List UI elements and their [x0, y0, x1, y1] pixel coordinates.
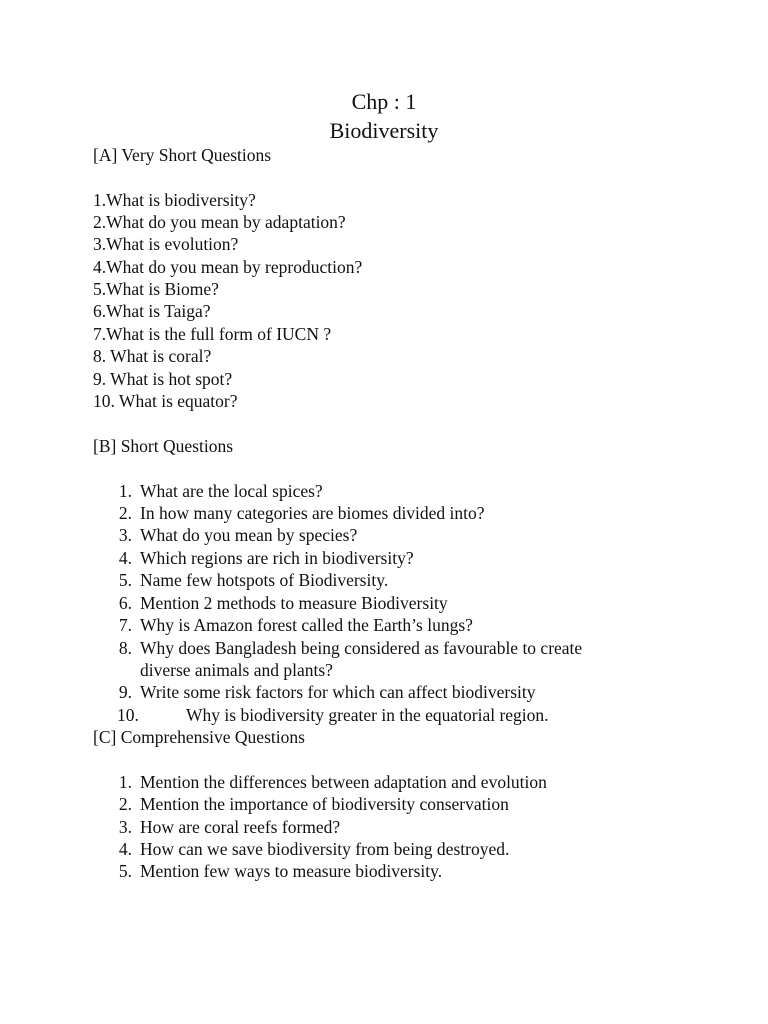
list-number: 10. — [117, 705, 139, 725]
list-number: 7. — [118, 615, 132, 635]
list-item: Mention few ways to measure biodiversity. — [140, 861, 443, 881]
list-item: 5.What is Biome? — [93, 279, 219, 299]
list-item: Why is biodiversity greater in the equatorial region. — [186, 705, 549, 725]
list-number: 5. — [118, 861, 132, 881]
list-number: 2. — [118, 503, 132, 523]
list-item: Mention 2 methods to measure Biodiversity — [140, 593, 448, 613]
list-item: Name few hotspots of Biodiversity. — [140, 570, 389, 590]
list-item: Which regions are rich in biodiversity? — [140, 548, 414, 568]
list-item: 4.What do you mean by reproduction? — [93, 257, 363, 277]
list-item: Mention the importance of biodiversity conservation — [140, 794, 509, 814]
list-number: 2. — [118, 794, 132, 814]
list-number: 3. — [118, 817, 132, 837]
list-number: 8. — [118, 638, 132, 658]
list-item: What are the local spices? — [140, 481, 323, 501]
list-item: 7.What is the full form of IUCN ? — [93, 324, 332, 344]
list-item: 3.What is evolution? — [93, 234, 239, 254]
list-number: 4. — [118, 548, 132, 568]
list-item: 2.What do you mean by adaptation? — [93, 212, 346, 232]
list-item: How are coral reefs formed? — [140, 817, 341, 837]
list-item: Mention the differences between adaptation and evolution — [140, 772, 547, 792]
section-c-heading: [C] Comprehensive Questions — [93, 727, 305, 747]
section-a-heading: [A] Very Short Questions — [93, 145, 272, 165]
list-number: 3. — [118, 525, 132, 545]
list-item: 10. What is equator? — [93, 391, 238, 411]
list-number: 6. — [118, 593, 132, 613]
list-item: 6.What is Taiga? — [93, 301, 211, 321]
list-item: 8. What is coral? — [93, 346, 212, 366]
list-item: Why is Amazon forest called the Earth’s lungs? — [140, 615, 473, 635]
list-number: 1. — [118, 481, 132, 501]
list-item: In how many categories are biomes divided into? — [140, 503, 485, 523]
list-item: Write some risk factors for which can affect biodiversity — [140, 682, 536, 702]
list-item: 1.What is biodiversity? — [93, 190, 256, 210]
page-title: Biodiversity — [329, 118, 439, 143]
section-b-heading: [B] Short Questions — [93, 436, 233, 456]
list-number: 1. — [118, 772, 132, 792]
list-item: How can we save biodiversity from being destroyed. — [140, 839, 510, 859]
chapter-label: Chp : 1 — [351, 89, 417, 114]
list-number: 9. — [118, 682, 132, 702]
list-number: 5. — [118, 570, 132, 590]
list-item-continuation: diverse animals and plants? — [140, 660, 333, 680]
list-item: What do you mean by species? — [140, 525, 358, 545]
list-number: 4. — [118, 839, 132, 859]
list-item: Why does Bangladesh being considered as favourable to create — [140, 638, 583, 658]
list-item: 9. What is hot spot? — [93, 369, 233, 389]
